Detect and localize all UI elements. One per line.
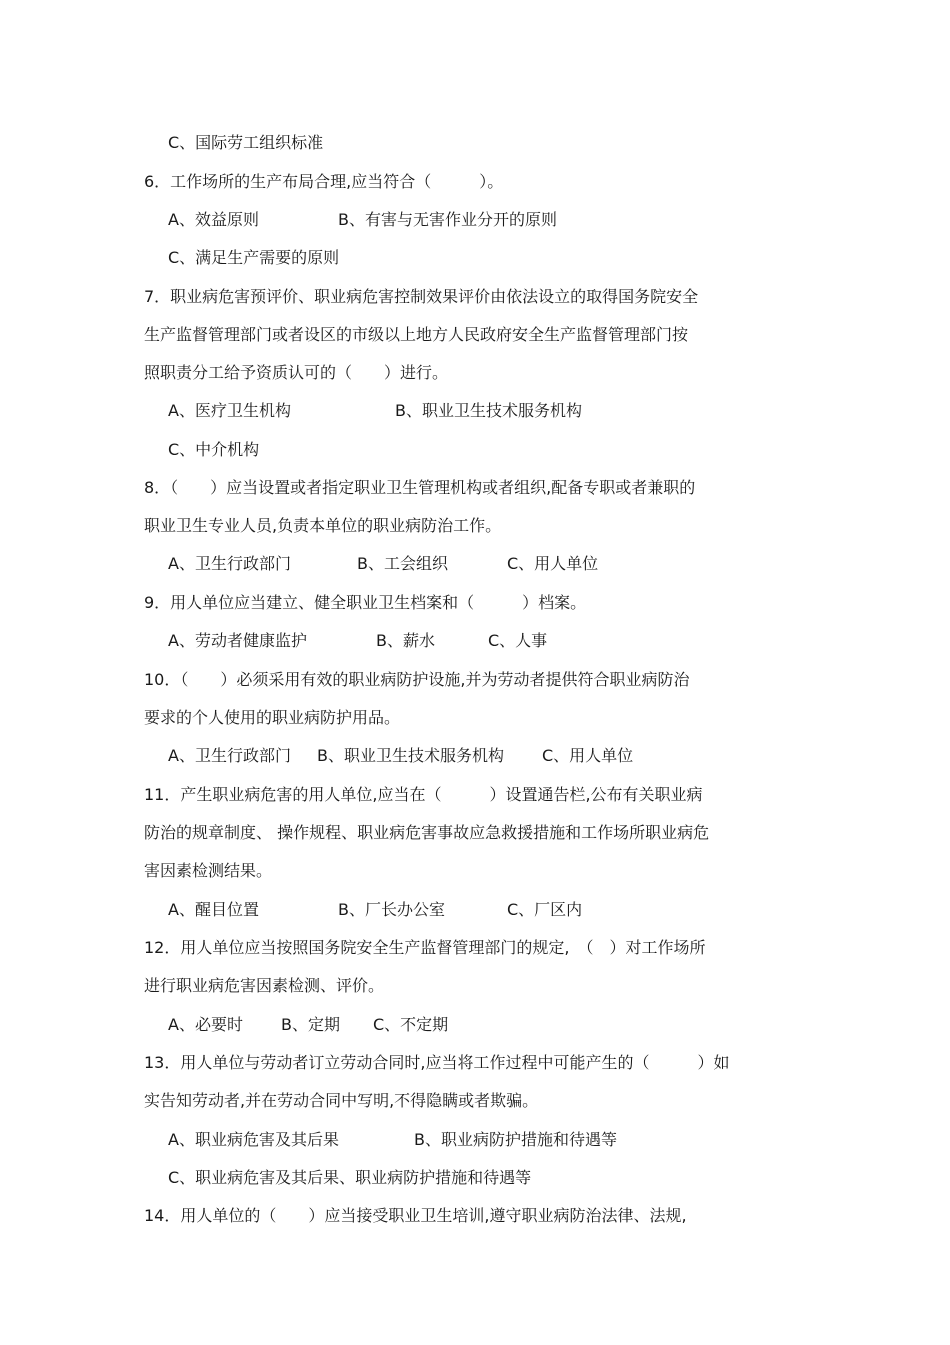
q10-line2: 要求的个人使用的职业病防护用品。	[144, 708, 401, 727]
q12-line1: 12．用人单位应当按照国务院安全生产监督管理部门的规定, （ ）对工作场所	[144, 938, 706, 957]
q8-option-b: B、工会组织	[357, 554, 448, 573]
q12-line2: 进行职业病危害因素检测、评价。	[144, 976, 385, 995]
q12-option-a: A、必要时	[168, 1015, 243, 1034]
q10-option-c: C、用人单位	[542, 746, 634, 765]
q13-option-a: A、职业病危害及其后果	[168, 1130, 339, 1149]
q7-line1: 7．职业病危害预评价、职业病危害控制效果评价由依法设立的取得国务院安全	[144, 287, 699, 306]
q6-option-b: B、有害与无害作业分开的原则	[338, 210, 557, 229]
q8-option-a: A、卫生行政部门	[168, 554, 291, 573]
q13-line2: 实告知劳动者,并在劳动合同中写明,不得隐瞒或者欺骗。	[144, 1091, 539, 1110]
q6-text: 6．工作场所的生产布局合理,应当符合（ ）。	[144, 172, 504, 191]
q8-option-c: C、用人单位	[507, 554, 599, 573]
q10-line1: 10．（ ）必须采用有效的职业病防护设施,并为劳动者提供符合职业病防治	[144, 670, 690, 689]
q7-option-a: A、医疗卫生机构	[168, 401, 291, 420]
q7-options	[0, 392, 950, 430]
q11-option-b: B、厂长办公室	[338, 900, 445, 919]
q9-option-b: B、薪水	[376, 631, 435, 650]
q11-line3: 害因素检测结果。	[144, 861, 273, 880]
q13-option-c: C、职业病危害及其后果、职业病防护措施和待遇等	[168, 1168, 532, 1187]
q6-option-a: A、效益原则	[168, 210, 259, 229]
q7-line3: 照职责分工给予资质认可的（ ）进行。	[144, 363, 449, 382]
q6-options	[0, 201, 950, 239]
q14-line1: 14．用人单位的（ ）应当接受职业卫生培训,遵守职业病防治法律、法规,	[144, 1206, 687, 1225]
q13-options	[0, 1121, 950, 1159]
q9-text: 9．用人单位应当建立、健全职业卫生档案和（ ）档案。	[144, 593, 587, 612]
q13-option-b: B、职业病防护措施和待遇等	[414, 1130, 617, 1149]
q10-option-b: B、职业卫生技术服务机构	[317, 746, 504, 765]
q12-options	[0, 1006, 950, 1044]
q6-option-c: C、满足生产需要的原则	[168, 248, 340, 267]
q12-option-c: C、不定期	[373, 1015, 449, 1034]
q10-options	[0, 737, 950, 775]
q9-option-a: A、劳动者健康监护	[168, 631, 307, 650]
q5-option-c: C、国际劳工组织标准	[168, 133, 324, 152]
q9-option-c: C、人事	[488, 631, 548, 650]
q13-line1: 13．用人单位与劳动者订立劳动合同时,应当将工作过程中可能产生的（ ）如	[144, 1053, 730, 1072]
q9-options	[0, 622, 950, 660]
q7-option-b: B、职业卫生技术服务机构	[395, 401, 582, 420]
q11-line2: 防治的规章制度、 操作规程、职业病危害事故应急救援措施和工作场所职业病危	[144, 823, 710, 842]
q7-line2: 生产监督管理部门或者设区的市级以上地方人民政府安全生产监督管理部门按	[144, 325, 689, 344]
q7-option-c: C、中介机构	[168, 440, 260, 459]
q8-line2: 职业卫生专业人员,负责本单位的职业病防治工作。	[144, 516, 502, 535]
q11-option-a: A、醒目位置	[168, 900, 259, 919]
q11-line1: 11．产生职业病危害的用人单位,应当在（ ）设置通告栏,公布有关职业病	[144, 785, 703, 804]
q11-options	[0, 891, 950, 929]
q10-option-a: A、卫生行政部门	[168, 746, 291, 765]
q11-option-c: C、厂区内	[507, 900, 583, 919]
q12-option-b: B、定期	[281, 1015, 340, 1034]
q8-options	[0, 545, 950, 583]
q8-line1: 8．（ ）应当设置或者指定职业卫生管理机构或者组织,配备专职或者兼职的	[144, 478, 696, 497]
